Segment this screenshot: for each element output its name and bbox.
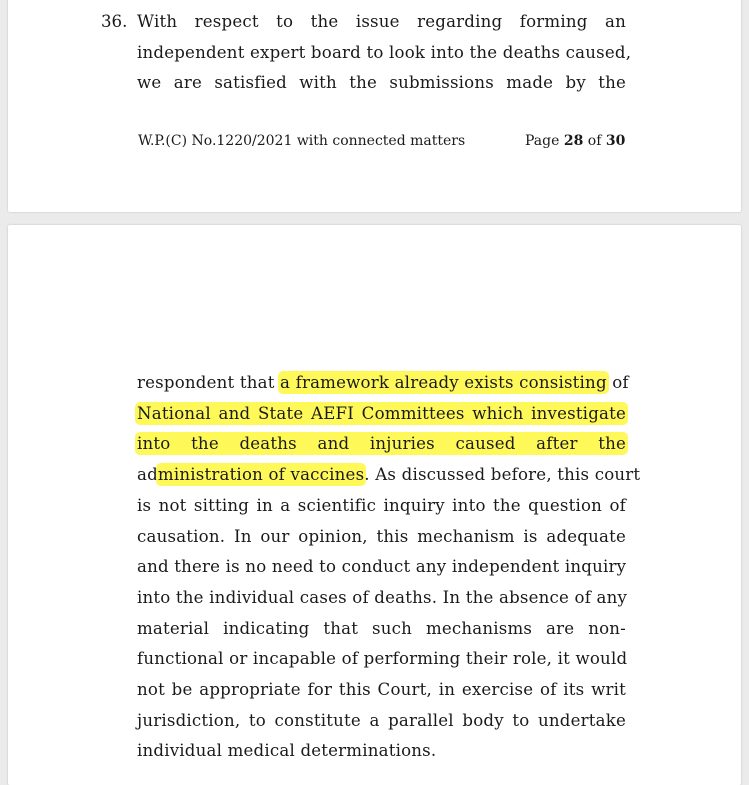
total-pages: 30: [605, 133, 626, 149]
text-segment: individual medical determinations.: [137, 741, 437, 761]
text-line: With respect to the issue regarding forming an: [137, 12, 626, 31]
highlighted-text: into the deaths and injuries caused after the: [137, 434, 626, 454]
text-line: independent expert board to look into the deaths caused,: [137, 43, 632, 62]
text-line: [137, 619, 626, 639]
footer-case-number: W.P.(C) No.1220/2021 with connected matters: [138, 133, 466, 149]
text-segment: causation. In our opinion, this mechanism is adequate: [137, 526, 626, 546]
text-line: [137, 404, 626, 424]
text-line: [137, 711, 626, 731]
page-of: of: [587, 133, 602, 149]
text-segment: into the individual cases of deaths. In the absence of any: [137, 587, 628, 607]
text-segment: respondent that: [137, 373, 281, 392]
text-line: [137, 680, 626, 700]
text-segment: is not sitting in a scientific inquiry into the question of: [137, 495, 626, 515]
highlighted-text: a framework already exists consisting: [280, 373, 607, 392]
paragraph-number: 36.: [101, 12, 128, 31]
text-line: [137, 557, 626, 577]
highlighted-text: ministration of vaccines: [157, 465, 365, 485]
document-page-bottom: [8, 225, 741, 785]
text-line: [137, 434, 626, 454]
text-segment: . As discussed before, this court: [364, 465, 641, 485]
footer-page-number: [525, 132, 625, 150]
text-line: [137, 741, 626, 761]
text-segment: of: [606, 373, 629, 392]
highlighted-text: National and State AEFI Committees which investigate: [137, 403, 626, 423]
text-segment: material indicating that such mechanisms are non-: [137, 618, 626, 638]
text-line: [137, 588, 626, 608]
document-page-top: [8, 0, 741, 212]
page-label: Page: [525, 133, 560, 149]
text-segment: jurisdiction, to constitute a parallel body to undertake: [137, 710, 626, 730]
text-line: [137, 527, 626, 547]
text-segment: and there is no need to conduct any independent inquiry: [137, 557, 627, 577]
text-segment: not be appropriate for this Court, in exercise of its writ: [137, 680, 626, 699]
text-line: [137, 649, 626, 669]
text-line: [137, 496, 626, 516]
text-segment: functional or incapable of performing their role, it would: [137, 649, 628, 669]
text-line: we are satisfied with the submissions made by the: [137, 73, 626, 92]
text-line: [137, 373, 629, 393]
text-line: [137, 465, 641, 485]
text-segment: ad: [137, 465, 158, 485]
current-page: 28: [563, 133, 584, 149]
